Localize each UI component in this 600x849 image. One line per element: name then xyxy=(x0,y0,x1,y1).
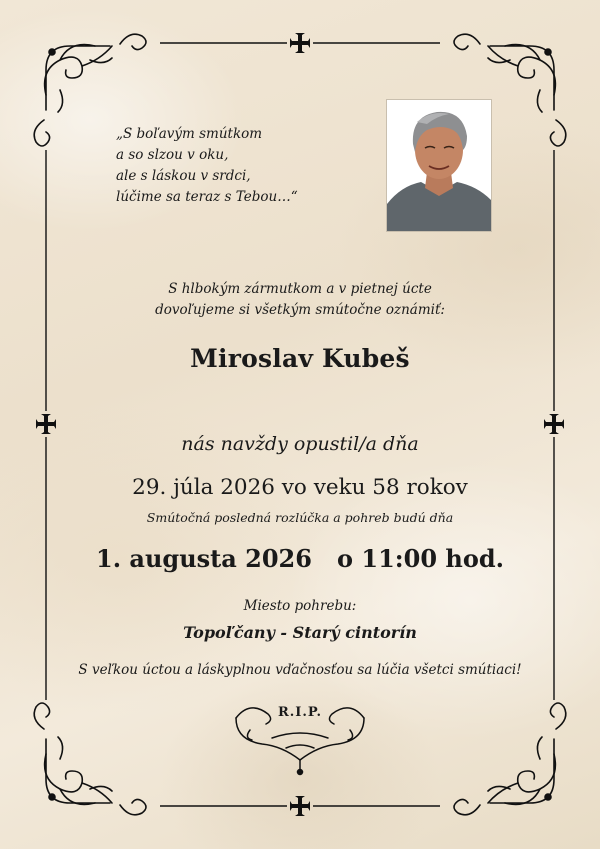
mourners-thanks: S veľkou úctou a láskyplnou vďačnosťou sa lúčia všetci smútiaci! xyxy=(78,662,522,678)
rip-label: R.I.P. xyxy=(277,705,323,720)
burial-place: Topoľčany - Starý cintorín xyxy=(183,623,417,642)
passed-away-text: nás navždy opustil/a dňa xyxy=(181,433,419,455)
memorial-verse: „S boľavým smútkom a so slzou v oku, ale s láskou v srdci, lúčime sa teraz s Tebou…“ xyxy=(116,126,298,205)
deceased-name: Miroslav Kubeš xyxy=(190,344,410,373)
portrait-photo xyxy=(386,99,492,232)
ceremony-note: Smútočná posledná rozlúčka a pohreb budú dňa xyxy=(146,510,454,525)
announcement-intro: S hlbokým zármutkom a v pietnej úcte dovoľujeme si všetkým smútočne oznámiť: xyxy=(155,281,445,318)
funeral-date: 1. augusta 2026 o 11:00 hod. xyxy=(96,544,504,573)
portrait-image xyxy=(387,100,491,231)
burial-place-label: Miesto pohrebu: xyxy=(243,598,357,614)
death-date: 29. júla 2026 vo veku 58 rokov xyxy=(132,475,468,500)
